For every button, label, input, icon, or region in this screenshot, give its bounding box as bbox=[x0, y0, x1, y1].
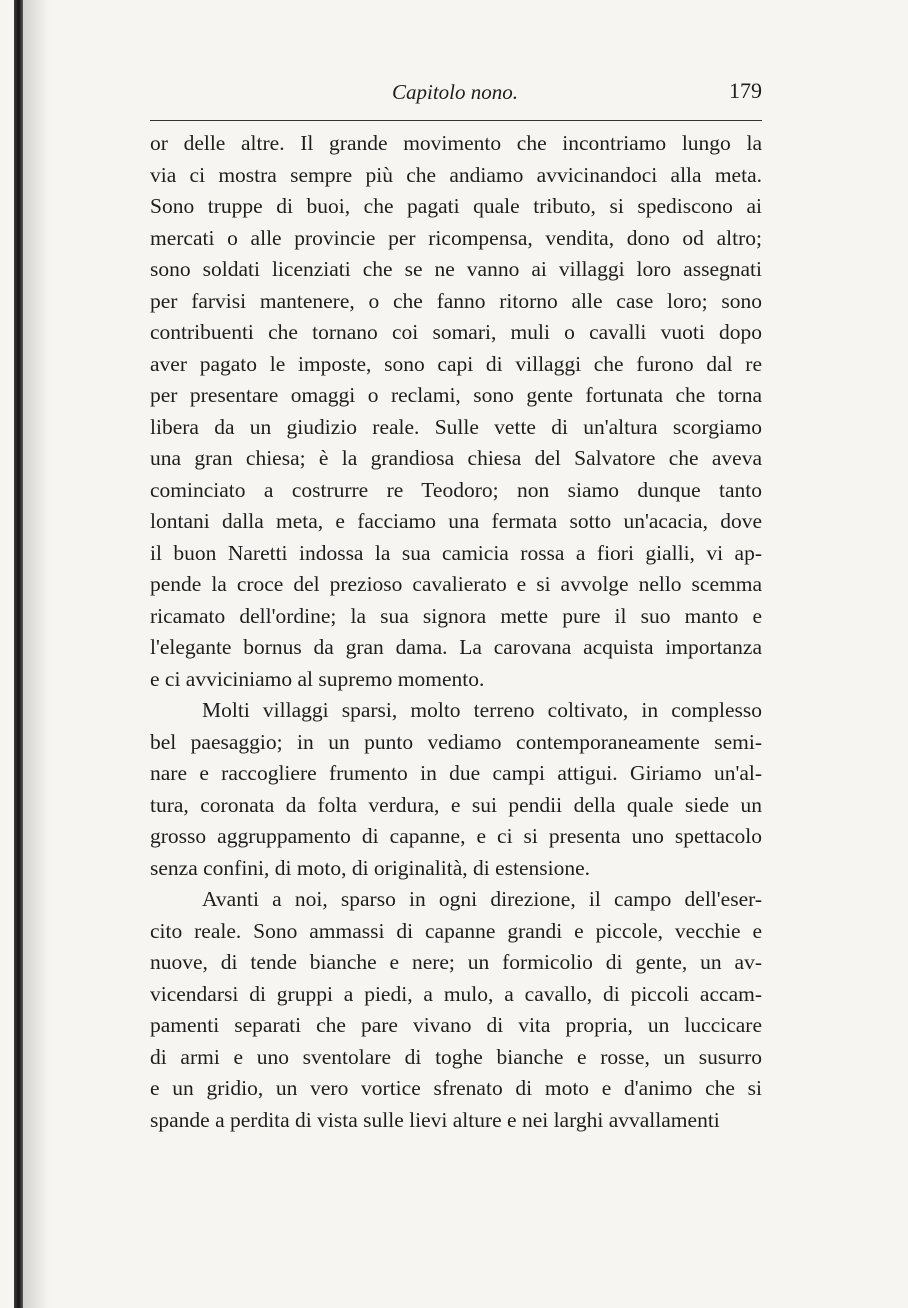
page-header bbox=[150, 76, 762, 112]
text-line: il buon Naretti indossa la sua camicia rossa a fiori gialli, vi ap- bbox=[150, 540, 762, 565]
text-line: grosso aggruppamento di capanne, e ci si presenta uno spettacolo bbox=[150, 824, 762, 848]
text-line: bel paesaggio; in un punto vediamo contemporaneamente semi- bbox=[150, 729, 762, 754]
text-line: lontani dalla meta, e facciamo una fermata sotto un'acacia, dove bbox=[150, 509, 762, 533]
text-line: Avanti a noi, sparso in ogni direzione, il campo dell'eser- bbox=[202, 887, 762, 911]
text-line: e un gridio, un vero vortice sfrenato di moto e d'animo che si bbox=[150, 1076, 762, 1100]
text-line: libera da un giudizio reale. Sulle vette di un'altura scorgiamo bbox=[150, 414, 762, 439]
text-line: Molti villaggi sparsi, molto terreno coltivato, in complesso bbox=[202, 698, 762, 722]
text-line: tura, coronata da folta verdura, e sui pendii della quale siede un bbox=[150, 792, 762, 817]
paragraph bbox=[150, 884, 762, 1136]
text-line: cito reale. Sono ammassi di capanne grandi e piccole, vecchie e bbox=[150, 918, 762, 943]
gutter-shadow bbox=[23, 0, 49, 1308]
text-line: una gran chiesa; è la grandiosa chiesa del Salvatore che aveva bbox=[150, 446, 762, 470]
text-line: via ci mostra sempre più che andiamo avvicinandoci alla meta. bbox=[150, 162, 762, 187]
text-line: ricamato dell'ordine; la sua signora mette pure il suo manto e bbox=[150, 603, 762, 628]
text-line: pamenti separati che pare vivano di vita propria, un luccicare bbox=[150, 1013, 762, 1037]
text-line: senza confini, di moto, di originalità, di estensione. bbox=[150, 855, 591, 880]
text-line: e ci avviciniamo al supremo momento. bbox=[150, 666, 485, 691]
text-line: Sono truppe di buoi, che pagati quale tributo, si spediscono ai bbox=[150, 194, 762, 218]
paragraph bbox=[150, 128, 762, 695]
paragraph bbox=[150, 695, 762, 884]
text-line: mercati o alle provincie per ricompensa, vendita, dono od altro; bbox=[150, 225, 762, 250]
book-spine-edge bbox=[14, 0, 23, 1308]
text-line: spande a perdita di vista sulle lievi alture e nei larghi avvallamenti bbox=[150, 1107, 720, 1132]
text-line: or delle altre. Il grande movimento che incontriamo lungo la bbox=[150, 131, 762, 155]
header-rule bbox=[150, 120, 762, 121]
text-line: sono soldati licenziati che se ne vanno ai villaggi loro assegnati bbox=[150, 257, 762, 281]
body-text bbox=[150, 128, 762, 1136]
page-number: 179 bbox=[729, 78, 762, 103]
text-line: pende la croce del prezioso cavalierato e si avvolge nello scemma bbox=[150, 572, 762, 596]
running-title: Capitolo nono. bbox=[392, 80, 519, 104]
text-line: di armi e uno sventolare di toghe bianche e rosse, un susurro bbox=[150, 1044, 762, 1069]
text-line: per farvisi mantenere, o che fanno ritorno alle case loro; sono bbox=[150, 288, 762, 313]
text-line: aver pagato le imposte, sono capi di villaggi che furono dal re bbox=[150, 351, 762, 376]
text-line: contribuenti che tornano coi somari, muli o cavalli vuoti dopo bbox=[150, 320, 762, 344]
text-line: nare e raccogliere frumento in due campi attigui. Giriamo un'al- bbox=[150, 761, 762, 785]
text-line: cominciato a costrurre re Teodoro; non siamo dunque tanto bbox=[150, 477, 762, 502]
text-line: nuove, di tende bianche e nere; un formicolio di gente, un av- bbox=[150, 950, 762, 974]
text-line: per presentare omaggi o reclami, sono gente fortunata che torna bbox=[150, 383, 762, 407]
text-line: vicendarsi di gruppi a piedi, a mulo, a cavallo, di piccoli accam- bbox=[150, 981, 762, 1006]
text-line: l'elegante bornus da gran dama. La carovana acquista importanza bbox=[150, 635, 762, 659]
